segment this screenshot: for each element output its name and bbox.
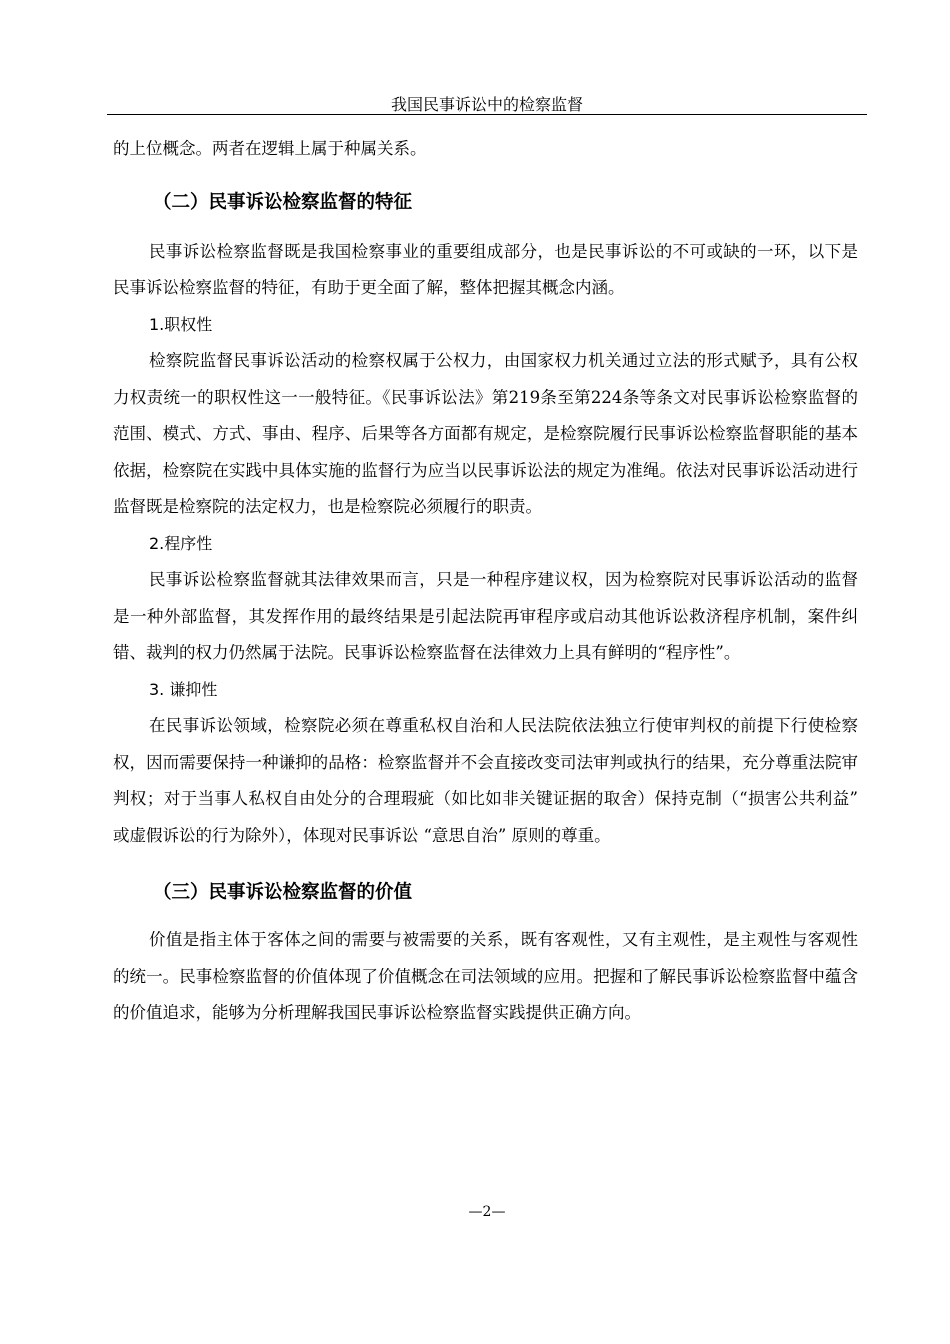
paragraph-value: 价值是指主体于客体之间的需要与被需要的关系，既有客观性，又有主观性，是主观性与客观性的统一。民事检察监督的价值体现了价值概念在司法领域的应用。把握和了解民事诉讼检察监督中蕴含的价值追求，能够为分析理解我国民事诉讼检察监督实践提供正确方向。 <box>113 930 858 1022</box>
header-divider <box>107 114 867 115</box>
subheading-restraint: 3. 谦抑性 <box>149 679 218 699</box>
paragraph-authority: 检察院监督民事诉讼活动的检察权属于公权力，由国家权力机关通过立法的形式赋予，具有公权力权责统一的职权性这一一般特征。《民事诉讼法》第219条至第224条等条文对民事诉讼检察监督的范围、模式、方式、事由、程序、后果等各方面都有规定，是检察院履行民事诉讼检察监督职能的基本依据，检察院在实践中具体实施的监督行为应当以民事诉讼法的规定为准绳。依法对民事诉讼活动进行监督既是检察院的法定权力，也是检察院必须履行的职责。 <box>113 351 858 516</box>
paragraph-procedural: 民事诉讼检察监督就其法律效果而言，只是一种程序建议权，因为检察院对民事诉讼活动的监督是一种外部监督，其发挥作用的最终结果是引起法院再审程序或启动其他诉讼救济程序机制，案件纠错、裁判的权力仍然属于法院。民事诉讼检察监督在法律效力上具有鲜明的“程序性”。 <box>113 570 858 662</box>
body-content <box>113 131 858 1032</box>
paragraph-continuation: 的上位概念。两者在逻辑上属于种属关系。 <box>113 139 427 158</box>
subheading-authority: 1.职权性 <box>149 314 213 334</box>
page-number: —2— <box>468 1204 506 1220</box>
running-header: 我国民事诉讼中的检察监督 <box>390 95 583 114</box>
subheading-procedural: 2.程序性 <box>149 533 213 553</box>
section-heading-3: （三）民事诉讼检察监督的价值 <box>153 882 413 903</box>
paragraph-restraint: 在民事诉讼领域，检察院必须在尊重私权自治和人民法院依法独立行使审判权的前提下行使检察权，因而需要保持一种谦抑的品格：检察监督并不会直接改变司法审判或执行的结果，充分尊重法院审判权；对于当事人私权自由处分的合理瑕疵（如比如非关键证据的取舍）保持克制（“损害公共利益” 或虚假诉讼的行为除外），体现对民事诉讼 “意思自治” 原则的尊重。 <box>113 716 858 845</box>
section-heading-2: （二）民事诉讼检察监督的特征 <box>153 191 413 213</box>
paragraph-intro: 民事诉讼检察监督既是我国检察事业的重要组成部分，也是民事诉讼的不可或缺的一环，以下是民事诉讼检察监督的特征，有助于更全面了解，整体把握其概念内涵。 <box>113 241 858 297</box>
